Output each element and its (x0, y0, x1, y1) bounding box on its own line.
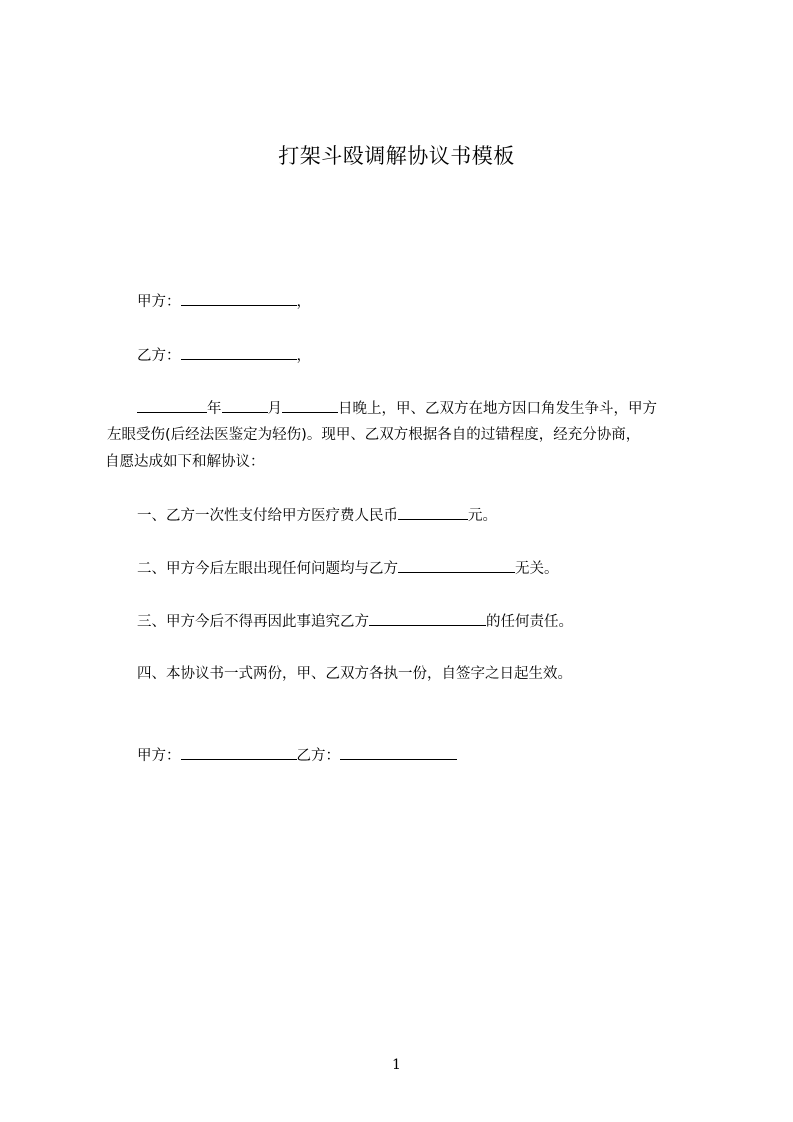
party-a-blank[interactable] (181, 291, 297, 306)
clause-1-suffix: 元。 (468, 508, 497, 524)
signature-party-a-label: 甲方： (137, 748, 181, 764)
month-blank[interactable] (222, 398, 268, 413)
party-a-label: 甲方： (137, 294, 181, 310)
clause-2-blank[interactable] (398, 558, 515, 573)
year-blank[interactable] (137, 398, 207, 413)
clause-3-suffix: 的任何责任。 (486, 614, 573, 630)
document-title: 打架斗殴调解协议书模板 (278, 144, 515, 168)
signature-party-b-label: 乙方： (296, 748, 340, 764)
party-a-line (137, 291, 311, 312)
intro-day-text: 日晚上，甲、乙双方在地方因口角发生争斗，甲方 (338, 401, 657, 417)
clause-2-text: 二、甲方今后左眼出现任何问题均与乙方 (137, 561, 398, 577)
clause-3-text: 三、甲方今后不得再因此事追究乙方 (137, 614, 369, 630)
month-label: 月 (267, 401, 282, 417)
intro-line-3: 自愿达成如下和解协议： (105, 454, 265, 470)
medical-fee-blank[interactable] (398, 505, 468, 520)
clause-2-suffix: 无关。 (515, 561, 559, 577)
party-b-suffix: ， (296, 348, 311, 364)
party-a-suffix: ， (296, 294, 311, 310)
clause-2 (137, 558, 559, 579)
clause-3 (137, 611, 573, 632)
signature-party-a-blank[interactable] (181, 745, 297, 760)
year-label: 年 (207, 401, 222, 417)
clause-1-text: 一、乙方一次性支付给甲方医疗费人民币 (137, 508, 398, 524)
intro-line-1 (137, 398, 657, 419)
signature-party-b-blank[interactable] (340, 745, 457, 760)
party-b-line (137, 345, 311, 366)
party-b-blank[interactable] (181, 345, 297, 360)
signature-line (137, 745, 457, 766)
page-number: 1 (392, 1057, 401, 1073)
intro-line-2: 左眼受伤(后经法医鉴定为轻伤)。现甲、乙双方根据各自的过错程度，经充分协商， (107, 427, 641, 443)
party-b-label: 乙方： (137, 348, 181, 364)
day-blank[interactable] (282, 398, 338, 413)
clause-1 (137, 505, 497, 526)
clause-3-blank[interactable] (369, 611, 486, 626)
clause-4: 四、本协议书一式两份，甲、乙双方各执一份，自签字之日起生效。 (137, 666, 572, 682)
